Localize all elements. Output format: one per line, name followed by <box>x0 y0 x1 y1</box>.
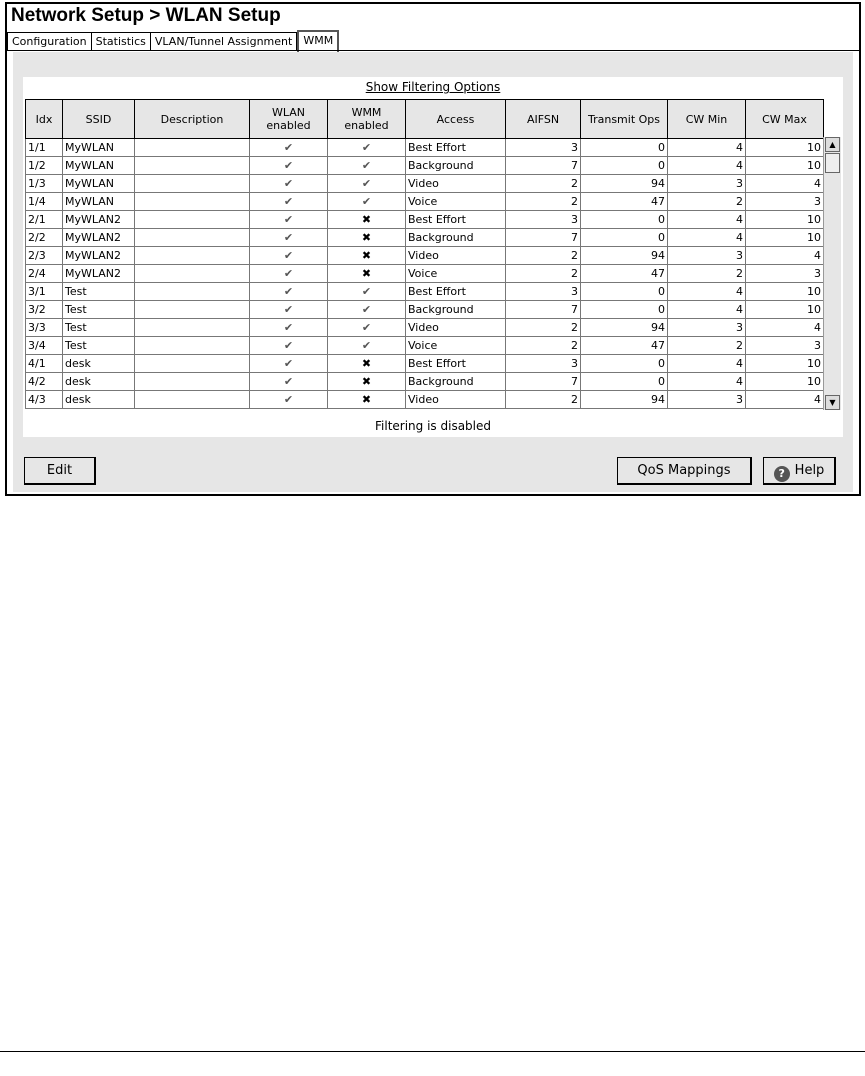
row-idx: 1/2 <box>26 157 63 175</box>
edit-button[interactable]: Edit <box>24 457 96 485</box>
row-idx: 4/1 <box>26 355 63 373</box>
row-ssid: Test <box>63 319 135 337</box>
row-description <box>135 283 250 301</box>
row-ssid: desk <box>63 391 135 409</box>
row-transmit-ops: 94 <box>581 319 668 337</box>
row-wlan-enabled: ✔ <box>250 247 328 265</box>
row-aifsn: 7 <box>506 301 581 319</box>
row-cw-min: 3 <box>668 391 746 409</box>
row-cw-min: 4 <box>668 355 746 373</box>
table-row[interactable] <box>26 319 824 337</box>
row-wmm-enabled: ✔ <box>328 301 406 319</box>
table-row[interactable] <box>26 139 824 157</box>
row-access: Best Effort <box>406 283 506 301</box>
row-wmm-enabled: ✖ <box>328 373 406 391</box>
row-cw-min: 2 <box>668 337 746 355</box>
tab-vlan-tunnel-assignment[interactable]: VLAN/Tunnel Assignment <box>151 32 297 51</box>
row-idx: 3/4 <box>26 337 63 355</box>
row-idx: 2/4 <box>26 265 63 283</box>
row-cw-min: 4 <box>668 157 746 175</box>
row-wlan-enabled: ✔ <box>250 283 328 301</box>
row-description <box>135 139 250 157</box>
row-description <box>135 211 250 229</box>
col-header-cw-min[interactable]: CW Min <box>668 100 746 139</box>
row-ssid: MyWLAN <box>63 157 135 175</box>
table-row[interactable] <box>26 211 824 229</box>
row-cw-min: 4 <box>668 283 746 301</box>
row-transmit-ops: 0 <box>581 157 668 175</box>
row-description <box>135 247 250 265</box>
row-ssid: MyWLAN2 <box>63 229 135 247</box>
row-access: Background <box>406 373 506 391</box>
row-cw-min: 3 <box>668 247 746 265</box>
row-description <box>135 157 250 175</box>
col-header-transmit-ops[interactable]: Transmit Ops <box>581 100 668 139</box>
table-row[interactable] <box>26 391 824 409</box>
row-aifsn: 3 <box>506 139 581 157</box>
table-row[interactable] <box>26 373 824 391</box>
help-button[interactable] <box>763 457 836 485</box>
row-aifsn: 2 <box>506 319 581 337</box>
row-transmit-ops: 0 <box>581 373 668 391</box>
row-wlan-enabled: ✔ <box>250 301 328 319</box>
row-access: Background <box>406 157 506 175</box>
row-transmit-ops: 0 <box>581 211 668 229</box>
row-cw-max: 10 <box>746 139 824 157</box>
table-row[interactable] <box>26 337 824 355</box>
row-transmit-ops: 47 <box>581 193 668 211</box>
row-wmm-enabled: ✔ <box>328 319 406 337</box>
row-cw-max: 10 <box>746 211 824 229</box>
col-header-cw-max[interactable]: CW Max <box>746 100 824 139</box>
row-wlan-enabled: ✔ <box>250 211 328 229</box>
row-description <box>135 175 250 193</box>
row-cw-min: 2 <box>668 265 746 283</box>
wmm-table <box>25 99 824 409</box>
col-header-wmm-enabled[interactable]: WMM enabled <box>328 100 406 139</box>
row-ssid: MyWLAN <box>63 139 135 157</box>
row-cw-min: 4 <box>668 211 746 229</box>
row-idx: 2/2 <box>26 229 63 247</box>
row-wlan-enabled: ✔ <box>250 139 328 157</box>
row-aifsn: 3 <box>506 211 581 229</box>
row-access: Video <box>406 247 506 265</box>
table-row[interactable] <box>26 265 824 283</box>
row-wlan-enabled: ✔ <box>250 373 328 391</box>
row-idx: 4/3 <box>26 391 63 409</box>
filter-status-text: Filtering is disabled <box>375 419 491 433</box>
table-row[interactable] <box>26 301 824 319</box>
wmm-table-area <box>23 77 843 437</box>
row-description <box>135 265 250 283</box>
row-wmm-enabled: ✔ <box>328 175 406 193</box>
row-transmit-ops: 94 <box>581 391 668 409</box>
row-transmit-ops: 0 <box>581 139 668 157</box>
table-row[interactable] <box>26 193 824 211</box>
row-access: Best Effort <box>406 211 506 229</box>
row-idx: 1/1 <box>26 139 63 157</box>
col-header-ssid[interactable]: SSID <box>63 100 135 139</box>
row-wlan-enabled: ✔ <box>250 193 328 211</box>
row-idx: 3/3 <box>26 319 63 337</box>
row-access: Video <box>406 319 506 337</box>
row-access: Background <box>406 229 506 247</box>
row-cw-max: 3 <box>746 265 824 283</box>
row-wmm-enabled: ✔ <box>328 139 406 157</box>
row-wlan-enabled: ✔ <box>250 355 328 373</box>
row-access: Video <box>406 391 506 409</box>
row-idx: 3/1 <box>26 283 63 301</box>
table-row[interactable] <box>26 283 824 301</box>
row-aifsn: 7 <box>506 373 581 391</box>
row-wmm-enabled: ✔ <box>328 283 406 301</box>
row-cw-min: 4 <box>668 139 746 157</box>
row-aifsn: 7 <box>506 157 581 175</box>
row-aifsn: 2 <box>506 265 581 283</box>
row-wlan-enabled: ✔ <box>250 337 328 355</box>
row-access: Voice <box>406 337 506 355</box>
page-title: Network Setup > WLAN Setup <box>11 5 281 26</box>
scroll-down-icon[interactable]: ▼ <box>825 395 840 410</box>
row-wmm-enabled: ✔ <box>328 337 406 355</box>
scroll-thumb[interactable] <box>825 153 840 173</box>
row-wlan-enabled: ✔ <box>250 229 328 247</box>
table-row[interactable] <box>26 355 824 373</box>
table-header-row <box>26 100 824 139</box>
row-cw-max: 3 <box>746 337 824 355</box>
row-cw-min: 4 <box>668 229 746 247</box>
row-transmit-ops: 0 <box>581 301 668 319</box>
row-wmm-enabled: ✖ <box>328 229 406 247</box>
row-access: Voice <box>406 265 506 283</box>
row-cw-min: 4 <box>668 301 746 319</box>
row-transmit-ops: 0 <box>581 283 668 301</box>
row-wmm-enabled: ✖ <box>328 391 406 409</box>
row-cw-max: 10 <box>746 301 824 319</box>
row-cw-min: 4 <box>668 373 746 391</box>
row-ssid: desk <box>63 355 135 373</box>
row-idx: 2/1 <box>26 211 63 229</box>
row-cw-max: 10 <box>746 229 824 247</box>
row-aifsn: 3 <box>506 355 581 373</box>
row-cw-max: 4 <box>746 175 824 193</box>
col-header-description[interactable]: Description <box>135 100 250 139</box>
row-description <box>135 229 250 247</box>
table-row[interactable] <box>26 157 824 175</box>
wlan-setup-window <box>5 2 861 496</box>
row-idx: 1/4 <box>26 193 63 211</box>
row-ssid: Test <box>63 283 135 301</box>
row-cw-max: 10 <box>746 283 824 301</box>
row-transmit-ops: 47 <box>581 265 668 283</box>
row-idx: 1/3 <box>26 175 63 193</box>
row-wlan-enabled: ✔ <box>250 265 328 283</box>
row-wmm-enabled: ✖ <box>328 247 406 265</box>
table-row[interactable] <box>26 175 824 193</box>
row-description <box>135 355 250 373</box>
row-description <box>135 193 250 211</box>
row-idx: 3/2 <box>26 301 63 319</box>
row-wmm-enabled: ✖ <box>328 355 406 373</box>
row-ssid: Test <box>63 301 135 319</box>
tab-statistics[interactable]: Statistics <box>92 32 151 51</box>
row-aifsn: 2 <box>506 247 581 265</box>
row-aifsn: 2 <box>506 193 581 211</box>
tab-wmm[interactable]: WMM <box>297 30 339 52</box>
row-description <box>135 391 250 409</box>
row-ssid: MyWLAN <box>63 175 135 193</box>
wmm-panel <box>13 52 853 492</box>
row-access: Background <box>406 301 506 319</box>
row-ssid: MyWLAN2 <box>63 211 135 229</box>
row-wlan-enabled: ✔ <box>250 391 328 409</box>
row-wlan-enabled: ✔ <box>250 175 328 193</box>
row-ssid: desk <box>63 373 135 391</box>
row-cw-max: 4 <box>746 319 824 337</box>
qos-mappings-button[interactable]: QoS Mappings <box>617 457 752 485</box>
row-ssid: Test <box>63 337 135 355</box>
row-cw-max: 10 <box>746 157 824 175</box>
row-transmit-ops: 0 <box>581 355 668 373</box>
row-transmit-ops: 94 <box>581 247 668 265</box>
scroll-up-icon[interactable]: ▲ <box>825 137 840 152</box>
row-description <box>135 301 250 319</box>
table-row[interactable] <box>26 229 824 247</box>
row-cw-min: 3 <box>668 319 746 337</box>
row-idx: 4/2 <box>26 373 63 391</box>
row-ssid: MyWLAN2 <box>63 247 135 265</box>
tab-bar <box>7 31 339 51</box>
tab-divider <box>7 50 859 51</box>
row-cw-min: 3 <box>668 175 746 193</box>
row-transmit-ops: 47 <box>581 337 668 355</box>
row-wlan-enabled: ✔ <box>250 319 328 337</box>
col-header-aifsn[interactable]: AIFSN <box>506 100 581 139</box>
row-description <box>135 337 250 355</box>
row-cw-max: 10 <box>746 355 824 373</box>
row-description <box>135 373 250 391</box>
row-wmm-enabled: ✔ <box>328 157 406 175</box>
col-header-wlan-enabled[interactable]: WLAN enabled <box>250 100 328 139</box>
row-cw-min: 2 <box>668 193 746 211</box>
row-access: Voice <box>406 193 506 211</box>
help-button-label: Help <box>794 463 825 478</box>
row-transmit-ops: 94 <box>581 175 668 193</box>
row-wmm-enabled: ✔ <box>328 193 406 211</box>
row-cw-max: 4 <box>746 247 824 265</box>
row-wmm-enabled: ✖ <box>328 211 406 229</box>
row-cw-max: 4 <box>746 391 824 409</box>
tab-configuration[interactable]: Configuration <box>7 32 92 51</box>
page-footer-rule <box>0 1051 865 1052</box>
show-filtering-options-link[interactable]: Show Filtering Options <box>365 80 501 94</box>
row-access: Video <box>406 175 506 193</box>
row-transmit-ops: 0 <box>581 229 668 247</box>
row-aifsn: 2 <box>506 391 581 409</box>
row-aifsn: 3 <box>506 283 581 301</box>
row-cw-max: 10 <box>746 373 824 391</box>
row-ssid: MyWLAN2 <box>63 265 135 283</box>
row-access: Best Effort <box>406 355 506 373</box>
row-description <box>135 319 250 337</box>
table-scrollbar[interactable] <box>823 137 841 410</box>
col-header-access[interactable]: Access <box>406 100 506 139</box>
row-cw-max: 3 <box>746 193 824 211</box>
row-wlan-enabled: ✔ <box>250 157 328 175</box>
row-aifsn: 2 <box>506 337 581 355</box>
col-header-idx[interactable]: Idx <box>26 100 63 139</box>
row-aifsn: 7 <box>506 229 581 247</box>
row-wmm-enabled: ✖ <box>328 265 406 283</box>
row-ssid: MyWLAN <box>63 193 135 211</box>
help-icon: ? <box>774 466 790 482</box>
row-access: Best Effort <box>406 139 506 157</box>
row-idx: 2/3 <box>26 247 63 265</box>
table-row[interactable] <box>26 247 824 265</box>
row-aifsn: 2 <box>506 175 581 193</box>
